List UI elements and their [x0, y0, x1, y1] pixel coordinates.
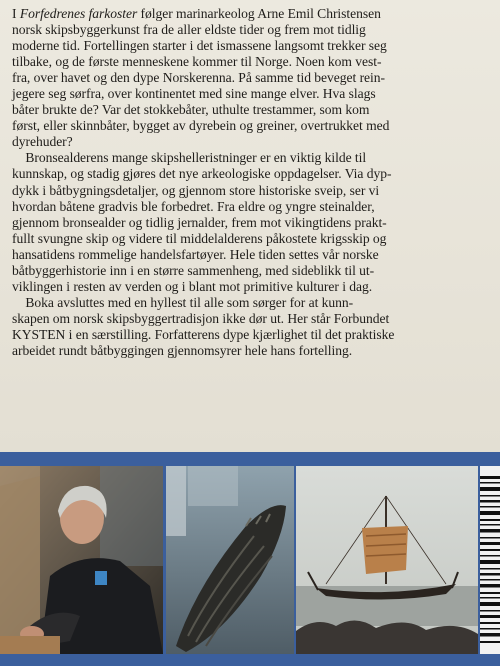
text-line: Bronsealderens mange skipshelleristninger er en viktig kilde til	[12, 150, 367, 166]
text-line: dykk i båtbygningsdetaljer, og gjennom store historiske sveip, ser vi	[12, 182, 380, 198]
text-line: kunnskap, og stadig gjøres det nye arkeologiske oppdagelser. Via dyp-	[12, 166, 392, 182]
text-line: Boka avsluttes med en hyllest til alle som sørger for at kunn-	[12, 294, 354, 310]
text-line: viklingen i resten av verden og i blant mot primitive kulturer i dag.	[12, 278, 373, 294]
text-line: norsk skipsbyggerkunst fra de aller eldste tider og frem mot tidlig	[12, 22, 366, 38]
text-line: KYSTEN i en særstilling. Forfatterens dype kjærlighet til det praktiske	[12, 326, 395, 342]
paragraph-2	[12, 150, 490, 294]
text-line: hvordan båtene gradvis ble forbedret. Fra eldre og yngre steinalder,	[12, 198, 375, 214]
viking-ship-photo	[296, 466, 478, 654]
text-line: først, eller skinnbåter, bygget av dyrebein og greiner, overtrukket med	[12, 118, 390, 134]
text-line: fullt svungne skip og videre til middelalderens påkostete krigsskip og	[12, 230, 387, 246]
text-line	[12, 6, 490, 22]
text-line: fra, over havet og den dype Norskerenna. På samme tid beveget rein-	[12, 70, 385, 86]
text-line: skapen om norsk skipsbyggertradisjon ikke dør ut. Her står Forbundet	[12, 310, 390, 326]
text-line-post: følger marinarkeolog Arne Emil Christensen	[137, 6, 381, 21]
boat-hull-photo	[166, 466, 294, 654]
text-line: jegere seg sørfra, over kontinentet med sine mange elver. Hva slags	[12, 86, 376, 102]
text-line: arbeidet rundt båtbyggingen gjennomsyrer hele hans fortelling.	[12, 342, 353, 358]
book-title-italic: Forfedrenes farkoster	[19, 6, 138, 21]
person-at-workbench-photo	[0, 466, 163, 654]
barcode-strip	[480, 466, 500, 654]
blurb-text	[12, 6, 490, 359]
text-line: båtbyggerhistorie inn i en større sammenheng, med sideblikk til ut-	[12, 262, 375, 278]
text-line: moderne tid. Fortellingen starter i det ismassene langsomt trekker seg	[12, 38, 387, 54]
text-line-pre: I	[12, 6, 20, 21]
text-line: båter brukte de? Var det stokkebåter, uthulte trestammer, som kom	[12, 102, 370, 118]
paragraph-3	[12, 295, 490, 359]
paragraph-1	[12, 6, 490, 150]
text-line: tilbake, og de første menneskene kommer til Norge. Noen kom vest-	[12, 54, 382, 70]
text-line: dyrehuder?	[12, 134, 73, 150]
text-line: hansatidens rommelige handelsfartøyer. Hele tiden settes vår norske	[12, 246, 379, 262]
text-line: gjennom bronsealder og tidlig jernalder, frem mot vikingtidens prakt-	[12, 214, 387, 230]
